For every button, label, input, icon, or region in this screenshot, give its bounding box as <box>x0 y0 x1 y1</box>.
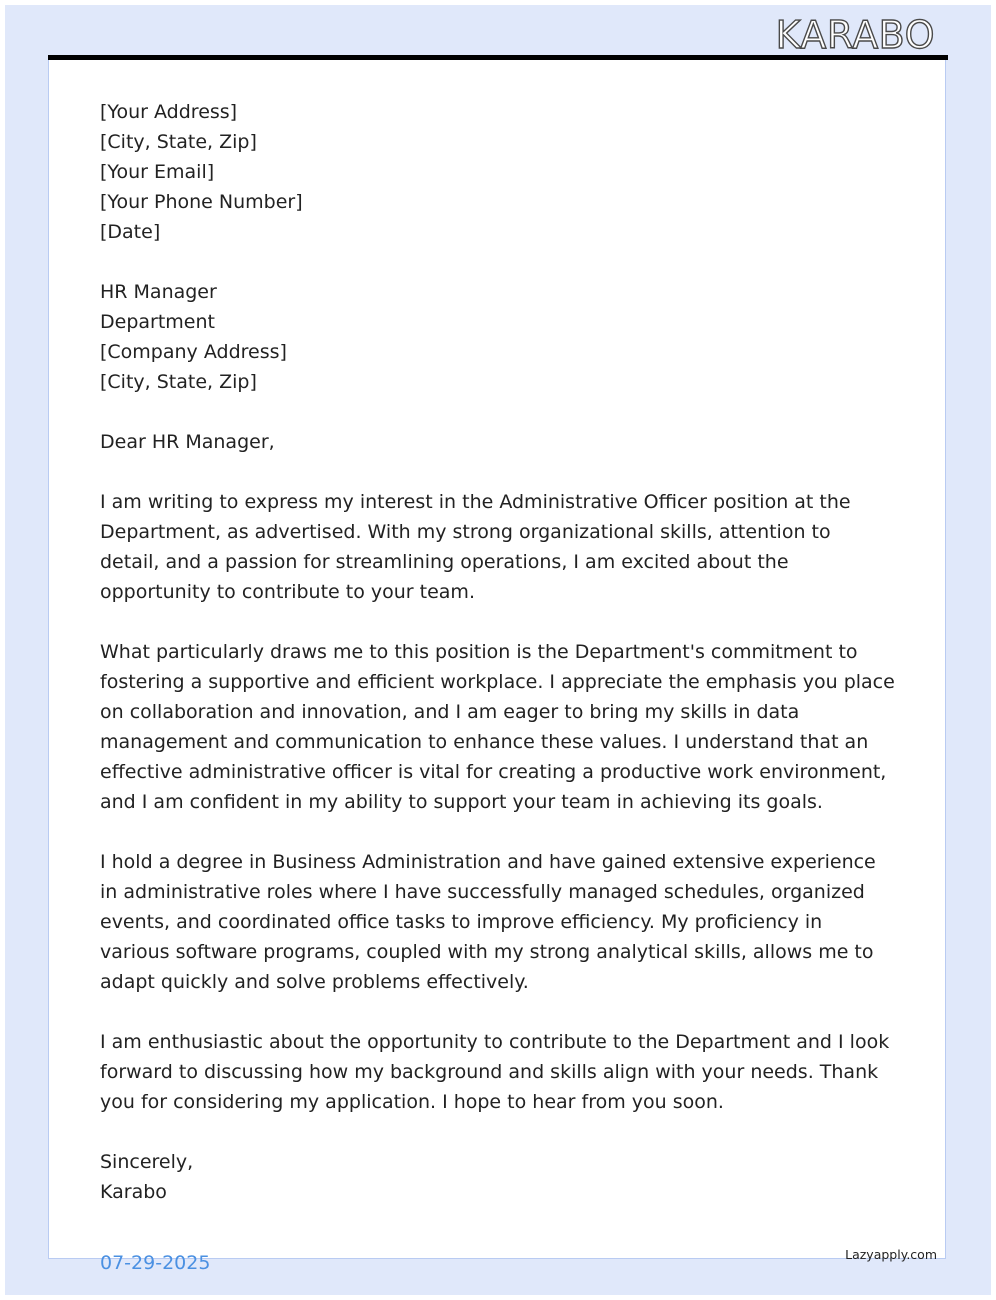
footer-date: 07-29-2025 <box>100 1252 211 1274</box>
recipient-block <box>100 277 895 397</box>
sender-city-state-zip: [City, State, Zip] <box>100 131 257 153</box>
body-paragraph: I hold a degree in Business Administration and have gained extensive experience in administrative roles where I have successfully managed schedules, organized events, and coordinated office tasks to improve efficiency. My proficiency in various software programs, coupled with my strong analytical skills, allows me to adapt quickly and solve problems effectively. <box>100 851 876 993</box>
recipient-company-address: [Company Address] <box>100 341 287 363</box>
sender-email: [Your Email] <box>100 161 215 183</box>
salutation: Dear HR Manager, <box>100 431 275 453</box>
sender-block <box>100 97 895 247</box>
recipient-city-state-zip: [City, State, Zip] <box>100 371 257 393</box>
signature: Karabo <box>100 1181 167 1203</box>
sender-address: [Your Address] <box>100 101 238 123</box>
closing: Sincerely, <box>100 1151 194 1173</box>
cover-letter <box>100 97 895 1207</box>
sender-date: [Date] <box>100 221 161 243</box>
recipient-name: HR Manager <box>100 281 217 303</box>
recipient-department: Department <box>100 311 215 333</box>
body-paragraph: What particularly draws me to this position is the Department's commitment to fostering a supportive and efficient workplace. I appreciate the emphasis you place on collaboration and innovation, and I am eager to bring my skills in data management and communication to enhance these values. I understand that an effective administrative officer is vital for creating a productive work environment, and I am confident in my ability to support your team in achieving its goals. <box>100 641 895 813</box>
body-paragraph: I am enthusiastic about the opportunity to contribute to the Department and I look forward to discussing how my background and skills align with your needs. Thank you for considering my application. I hope to hear from you soon. <box>100 1031 890 1113</box>
body-paragraph: I am writing to express my interest in the Administrative Officer position at the Department, as advertised. With my strong organizational skills, attention to detail, and a passion for streamlining operations, I am excited about the opportunity to contribute to your team. <box>100 491 851 603</box>
brand-name: KARABO <box>775 13 935 57</box>
footer-site: Lazyapply.com <box>845 1247 937 1262</box>
sign-off <box>100 1147 895 1207</box>
sender-phone: [Your Phone Number] <box>100 191 303 213</box>
